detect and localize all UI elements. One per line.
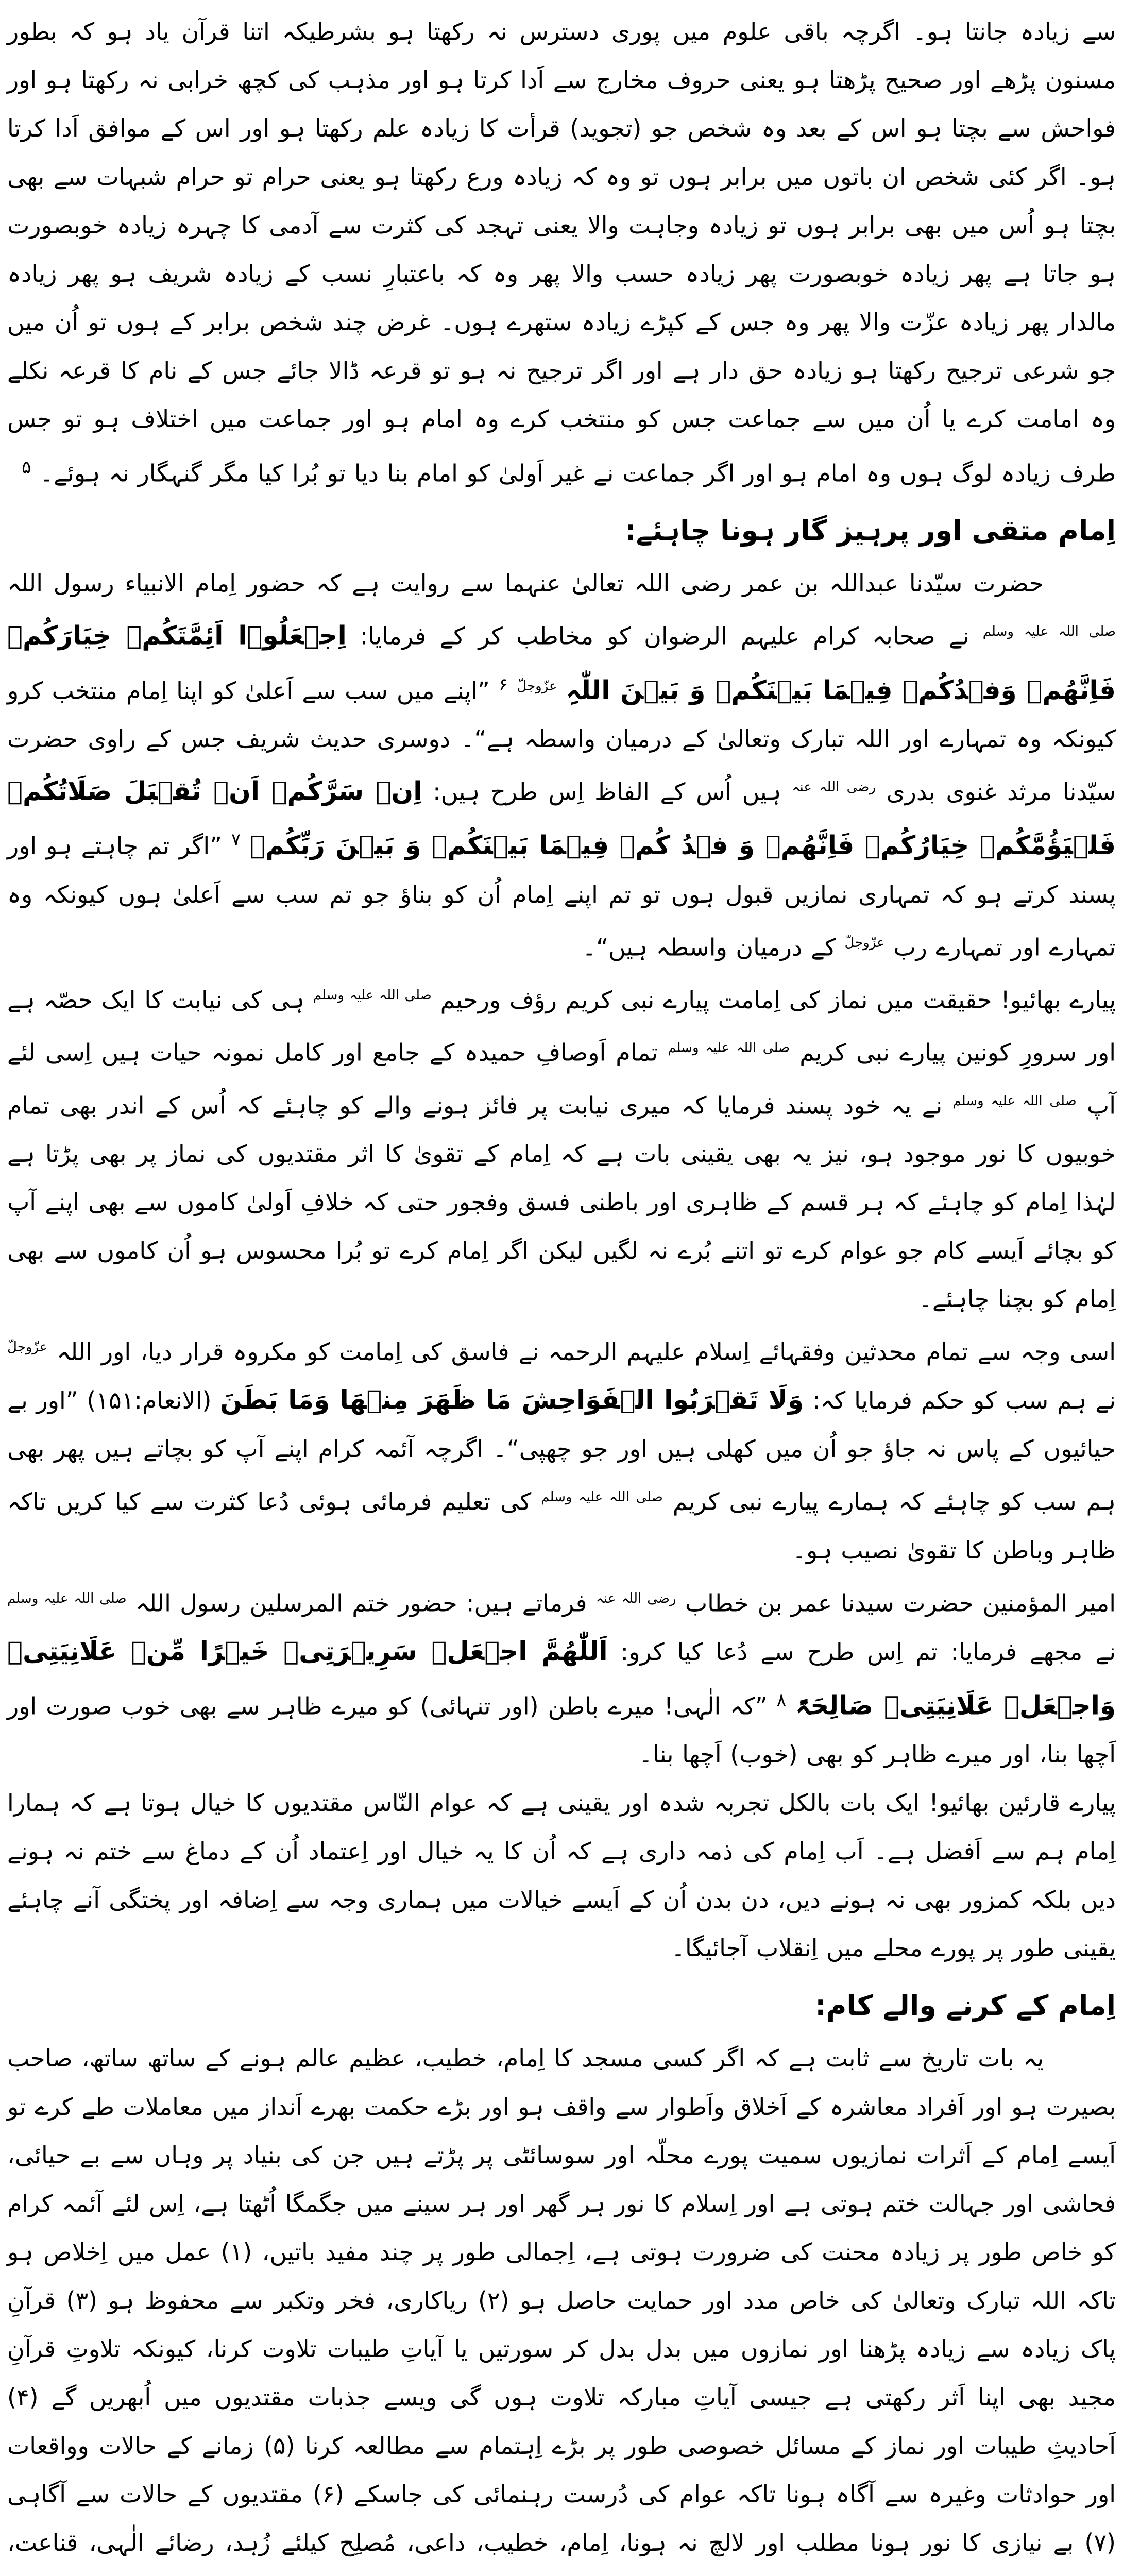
- honorific-azza: عزّوجلّ: [517, 678, 557, 694]
- arabic-hadith-1: اِجۡعَلُوۡا اَئِمَّتَکُمۡ خِیَارَکُمۡ فَاِنَّھُمۡ وَفۡدُکُمۡ فِیۡمَا بَیۡنَکُمۡ وَ بَیۡنَ اللّٰہِ: [7, 620, 1116, 705]
- honorific-saw: صلی اللہ علیہ وسلم: [7, 1590, 127, 1606]
- honorific-radi: رضی اللہ عنہ: [595, 1590, 676, 1606]
- honorific-saw: صلی اللہ علیہ وسلم: [982, 624, 1116, 640]
- heading-imam-duties: اِمام کے کرنے والے کام:: [815, 1989, 1116, 2022]
- arabic-hadith-2: اِنۡ سَرَّکُمۡ اَنۡ تُقۡبَلَ صَلَاتُکُمۡ فَلۡیَؤُمَّکُمۡ خِیَارُکُمۡ فَاِنَّھُمۡ وَ فۡدُ کُمۡ فِیۡمَا بَیۡنَکُمۡ وَ بَیۡنَ رَبِّکُمۡ: [7, 776, 1116, 860]
- arabic-quran-verse: وَلَا تَقۡرَبُوا الۡفَوَاحِشَ مَا ظَھَرَ مِنۡھَا وَمَا بَطَنَ: [220, 1385, 804, 1415]
- paragraph-umar-dua: امیر المؤمنین حضرت سیدنا عمر بن خطاب $^{رضی اللہ عنہ}$ فرماتے ہیں: حضور ختم المرسلین رسول اللہ $^{صلی اللہ علیہ وسلم}$ نے مجھے فرمایا: تم اِس طرح سے دُعا کیا کرو: اَللّٰھُمَّ اجۡعَلۡ سَرِیۡرَتِیۡ خَیۡرًا مِّنۡ عَلَانِیَتِیۡ وَاجۡعَلۡ عَلَانِیَتِیۡ صَالِحَۃً $^۸$ ”کہ الٰہی! میرے باطن (اور تنہائی) کو میرے ظاہر سے بھی خوب صورت اور اَچھا بنا، اور میرے ظاہر کو بھی (خوب) اَچھا بنا۔: [7, 1588, 1116, 1769]
- honorific-radi: رضی اللہ عنہ: [792, 779, 876, 795]
- honorific-saw: صلی اللہ علیہ وسلم: [313, 987, 432, 1003]
- footnote-marker: ۵: [22, 457, 31, 478]
- footnote-marker: ۸: [776, 1689, 787, 1710]
- paragraph-dear-brothers: پیارے بھائیو! حقیقت میں نماز کی اِمامت پیارے نبی کریم رؤف ورحیم $^{صلی اللہ علیہ وسلم}$ ہی کی نیابت کا ایک حصّہ ہے اور سرورِ کونین پیارے نبی کریم $^{صلی اللہ علیہ وسلم}$ تمام اَوصافِ حمیدہ کے جامع اور کامل نمونہ حیات ہیں اِسی لئے آپ $^{صلی اللہ علیہ وسلم}$ نے یہ خود پسند فرمایا کہ میری نیابت پر فائز ہونے والے کو چاہئے کہ اُس کے اندر بھی تمام خوبیوں کا نور موجود ہو، نیز یہ بھی یقینی بات ہے کہ اِمام کے تقویٰ کا اثر مقتدیوں کی نماز پر بھی پڑتا ہے لہٰذا اِمام کو چاہئے کہ ہر قسم کے ظاہری اور باطنی فسق وفجور حتی کہ خلافِ اَولیٰ کاموں سے بھی اپنے آپ کو بچائے اَیسے کام جو عوام کرے تو اتنے بُرے نہ لگیں لیکن اگر اِمام کرے تو بُرا محسوس ہو اُن کاموں سے بھی اِمام کو بچنا چاہئے۔: [7, 986, 1116, 1313]
- paragraph-imam-qualifications: سے زیادہ جانتا ہو۔ اگرچہ باقی علوم میں پوری دسترس نہ رکھتا ہو بشرطیکہ اتنا قرآن یاد ہو کہ بطور مسنون پڑھے اور صحیح پڑھتا ہو یعنی حروف مخارج سے اَدا کرتا ہو اور مذہب کی کچھ خرابی نہ رکھتا ہو اور فواحش سے بچتا ہو اس کے بعد وہ شخص جو (تجوید) قرأت کا زیادہ علم رکھتا ہو اور اس کے موافق اَدا کرتا ہو۔ اگر کئی شخص ان باتوں میں برابر ہوں تو وہ کہ زیادہ ورع رکھتا ہو یعنی حرام تو حرام شبہات سے بھی بچتا ہو اُس میں بھی برابر ہوں تو زیادہ وجاہت والا یعنی تہجد کی کثرت سے آدمی کا چہرہ زیادہ خوبصورت ہو جاتا ہے پھر زیادہ خوبصورت پھر زیادہ حسب والا پھر وہ کہ باعتبارِ نسب کے زیادہ شریف ہو پھر زیادہ مالدار پھر زیادہ عزّت والا پھر وہ جس کے کپڑے زیادہ ستھرے ہوں۔ غرض چند شخص برابر کے ہوں تو اُن میں جو شرعی ترجیح رکھتا ہو زیادہ حق دار ہے اور اگر ترجیح نہ ہو تو قرعہ ڈالا جائے جس کے نام کا قرعہ نکلے وہ امامت کرے یا اُن میں سے جماعت جس کو منتخب کرے وہ امام ہو اور جماعت میں اختلاف ہو تو جس طرف زیادہ لوگ ہوں وہ امام ہو اور اگر جماعت نے غیر اَولیٰ کو امام بنا دیا تو بُرا کیا مگر گنہگار نہ ہوئے۔ $^۵$: [7, 18, 1116, 487]
- honorific-saw: صلی اللہ علیہ وسلم: [668, 1040, 790, 1056]
- honorific-azza: عزّوجلّ: [844, 935, 885, 951]
- honorific-saw: صلی اللہ علیہ وسلم: [541, 1489, 663, 1505]
- honorific-saw: صلی اللہ علیہ وسلم: [952, 1093, 1077, 1109]
- paragraph-fasiq-imamat: اسی وجہ سے تمام محدثین وفقہائے اِسلام علیہم الرحمہ نے فاسق کی اِمامت کو مکروہ قرار دیا، اور اللہ $^{عزّوجلّ}$ نے ہم سب کو حکم فرمایا کہ: وَلَا تَقۡرَبُوا الۡفَوَاحِشَ مَا ظَھَرَ مِنۡھَا وَمَا بَطَنَ (الانعام:۱۵۱) ”اور بے حیائیوں کے پاس نہ جاؤ جو اُن میں کھلی ہیں اور جو چھپی“۔ اگرچہ آئمہ کرام اپنے آپ کو بچاتے ہیں پھر بھی ہم سب کو چاہئے کہ ہمارے پیارے نبی کریم $^{صلی اللہ علیہ وسلم}$ کی تعلیم فرمائی ہوئی دُعا کثرت سے کیا کریں تاکہ ظاہر وباطن کا تقویٰ نصیب ہو۔: [7, 1337, 1116, 1564]
- paragraph-imam-duties: یہ بات تاریخ سے ثابت ہے کہ اگر کسی مسجد کا اِمام، خطیب، عظیم عالم ہونے کے ساتھ ساتھ، صاحب بصیرت ہو اور اَفراد معاشرہ کے اَخلاق واَطوار سے واقف ہو اور بڑے حکمت بھرے اَنداز میں معاملات طے کرے تو اَیسے اِمام کے اَثرات نمازیوں سمیت پورے محلّہ اور سوسائٹی پر پڑتے ہیں جن کی بنیاد پر وہاں سے بے حیائی، فحاشی اور جہالت ختم ہوتی ہے اور اِسلام کا نور ہر گھر اور ہر سینے میں جگمگا اُٹھتا ہے، اِس لئے آئمہ کرام کو خاص طور پر زیادہ محنت کی ضرورت ہوتی ہے، اِجمالی طور پر چند مفید باتیں، (۱) عمل میں اِخلاص ہو تاکہ اللہ تبارک وتعالیٰ کی خاص مدد اور حمایت حاصل ہو (۲) ریاکاری، فخر وتکبر سے محفوظ ہو (۳) قرآنِ پاک زیادہ سے زیادہ پڑھنا اور نمازوں میں بدل بدل کر سورتیں یا آیاتِ طیبات تلاوت کرنا، کیونکہ تلاوتِ قرآنِ مجید بھی اپنا اَثر رکھتی ہے جیسی آیاتِ مبارکہ تلاوت ہوں گی ویسے جذبات مقتدیوں میں اُبھریں گے (۴) اَحادیثِ طیبات اور نماز کے مسائل خصوصی طور پر بڑے اِہتمام سے مطالعہ کرنا (۵) زمانے کے حالات وواقعات اور حوادثات وغیرہ سے آگاہ ہونا تاکہ عوام کی دُرست رہنمائی کی جاسکے (۶) مقتدیوں کے حالات سے آگاہی (۷) بے نیازی کا نور ہونا مطلب اور لالچ نہ ہونا، اِمام، خطیب، داعی، مُصلِح کیلئے زُہد، رضائے الٰہی، قناعت،: [7, 2044, 1116, 2557]
- honorific-azza: عزّوجلّ: [7, 1339, 48, 1355]
- heading-imam-pious: اِمام متقی اور پرہیز گار ہونا چاہئے:: [625, 514, 1116, 547]
- footnote-marker: ۷: [231, 829, 241, 851]
- paragraph-readers: پیارے قارئین بھائیو! ایک بات بالکل تجربہ شدہ اور یقینی ہے کہ عوام النّاس مقتدیوں کا خیال ہوتا ہے کہ ہمارا اِمام ہم سے اَفضل ہے۔ اَب اِمام کی ذمہ داری ہے کہ اُن کا یہ خیال اور اِعتماد اُن کے دماغ سے ختم نہ ہونے دیں بلکہ کمزور بھی نہ ہونے دیں، دن بدن اُن کے اَیسے خیالات میں ہماری وجہ سے اِضافہ اور پختگی آنے چاہئے یقینی طور پر پورے محلے میں اِنقلاب آجائیگا۔: [7, 1789, 1116, 1962]
- paragraph-hadith-ibn-umar: حضرت سیّدنا عبداللہ بن عمر رضی اللہ تعالیٰ عنہما سے روایت ہے کہ حضور اِمام الانبیاء رسول اللہ $^{صلی اللہ علیہ وسلم}$ نے صحابہ کرام علیہم الرضوان کو مخاطب کر کے فرمایا: اِجۡعَلُوۡا اَئِمَّتَکُمۡ خِیَارَکُمۡ فَاِنَّھُمۡ وَفۡدُکُمۡ فِیۡمَا بَیۡنَکُمۡ وَ بَیۡنَ اللّٰہِ $^{عزّوجلّ}$ $^۶$ ”اپنے میں سب سے اَعلیٰ کو اپنا اِمام منتخب کرو کیونکہ وہ تمہارے اور اللہ تبارک وتعالیٰ کے درمیان واسطہ ہے“۔ دوسری حدیث شریف جس کے راوی حضرت سیّدنا مرثد غنوی بدری $^{رضی اللہ عنہ}$ ہیں اُس کے الفاظ اِس طرح ہیں: اِنۡ سَرَّکُمۡ اَنۡ تُقۡبَلَ صَلَاتُکُمۡ فَلۡیَؤُمَّکُمۡ خِیَارُکُمۡ فَاِنَّھُمۡ وَ فۡدُ کُمۡ فِیۡمَا بَیۡنَکُمۡ وَ بَیۡنَ رَبِّکُمۡ $^۷$ ”اگر تم چاہتے ہو اور پسند کرتے ہو کہ تمہاری نمازیں قبول ہوں تو تم اپنے اِمام اُن کو بناؤ جو تم سب سے اَعلیٰ ہوں کیونکہ وہ تمہارے اور تمہارے رب $^{عزّوجلّ}$ کے درمیان واسطہ ہیں“۔: [7, 569, 1116, 961]
- arabic-dua: اَللّٰھُمَّ اجۡعَلۡ سَرِیۡرَتِیۡ خَیۡرًا مِّنۡ عَلَانِیَتِیۡ وَاجۡعَلۡ عَلَانِیَتِیۡ صَالِحَۃً: [7, 1636, 1116, 1721]
- footnote-marker: ۶: [498, 674, 508, 695]
